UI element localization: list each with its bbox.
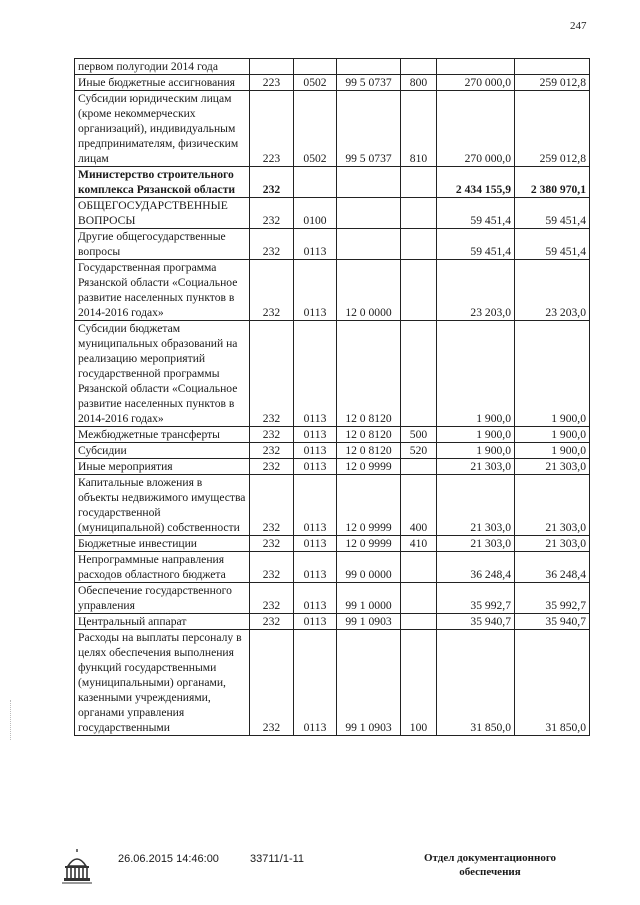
cell-name: первом полугодии 2014 года <box>75 59 250 75</box>
table-row <box>75 630 590 736</box>
cell-csr: 99 5 0737 <box>337 91 401 167</box>
cell-vr: 400 <box>401 475 437 536</box>
cell-rz <box>294 59 337 75</box>
cell-rz: 0113 <box>294 229 337 260</box>
cell-csr: 99 1 0903 <box>337 630 401 736</box>
cell-amount-actual: 21 303,0 <box>515 536 590 552</box>
cell-amount-plan: 35 992,7 <box>437 583 515 614</box>
cell-amount-actual: 259 012,8 <box>515 75 590 91</box>
cell-csr <box>337 229 401 260</box>
cell-csr: 12 0 9999 <box>337 475 401 536</box>
cell-csr <box>337 167 401 198</box>
table-row <box>75 59 590 75</box>
cell-vr <box>401 260 437 321</box>
cell-amount-actual: 21 303,0 <box>515 459 590 475</box>
cell-vr: 800 <box>401 75 437 91</box>
table-row <box>75 583 590 614</box>
cell-amount-actual: 31 850,0 <box>515 630 590 736</box>
cell-amount-plan: 1 900,0 <box>437 443 515 459</box>
cell-ved: 232 <box>250 475 294 536</box>
footer-timestamp: 26.06.2015 14:46:00 <box>118 853 219 865</box>
table-row <box>75 459 590 475</box>
cell-amount-plan: 1 900,0 <box>437 321 515 427</box>
cell-amount-actual: 35 992,7 <box>515 583 590 614</box>
cell-rz: 0113 <box>294 260 337 321</box>
cell-name: Субсидии бюджетам муниципальных образований на реализацию мероприятий государственной программы Рязанской области «Социальное развитие населенных пунктов в 2014-2016 годах» <box>75 321 250 427</box>
cell-amount-actual: 59 451,4 <box>515 229 590 260</box>
cell-vr <box>401 321 437 427</box>
footer-document-code: 33711/1-11 <box>250 853 305 865</box>
cell-name: ОБЩЕГОСУДАРСТВЕННЫЕ ВОПРОСЫ <box>75 198 250 229</box>
cell-rz: 0113 <box>294 614 337 630</box>
table-row <box>75 167 590 198</box>
cell-vr: 500 <box>401 427 437 443</box>
cell-ved: 232 <box>250 260 294 321</box>
cell-vr: 810 <box>401 91 437 167</box>
cell-rz: 0502 <box>294 91 337 167</box>
cell-rz: 0113 <box>294 475 337 536</box>
table-row <box>75 75 590 91</box>
cell-name: Центральный аппарат <box>75 614 250 630</box>
cell-name: Бюджетные инвестиции <box>75 536 250 552</box>
cell-amount-plan: 59 451,4 <box>437 229 515 260</box>
cell-ved: 232 <box>250 459 294 475</box>
cell-rz: 0113 <box>294 443 337 459</box>
table-row <box>75 260 590 321</box>
cell-amount-plan: 31 850,0 <box>437 630 515 736</box>
table-row <box>75 536 590 552</box>
page-number: 247 <box>570 20 587 32</box>
cell-amount-actual: 2 380 970,1 <box>515 167 590 198</box>
table-row <box>75 198 590 229</box>
cell-amount-actual: 59 451,4 <box>515 198 590 229</box>
margin-mark <box>10 700 12 740</box>
cell-ved: 232 <box>250 536 294 552</box>
cell-vr <box>401 583 437 614</box>
cell-csr: 12 0 9999 <box>337 536 401 552</box>
cell-csr: 99 5 0737 <box>337 75 401 91</box>
budget-table <box>74 58 590 736</box>
cell-amount-plan: 21 303,0 <box>437 459 515 475</box>
cell-amount-actual: 21 303,0 <box>515 475 590 536</box>
cell-amount-actual: 259 012,8 <box>515 91 590 167</box>
cell-csr: 99 1 0000 <box>337 583 401 614</box>
cell-amount-plan: 2 434 155,9 <box>437 167 515 198</box>
cell-name: Субсидии юридическим лицам (кроме некоммерческих организаций), индивидуальным предпринимателям, физическим лицам <box>75 91 250 167</box>
cell-vr <box>401 459 437 475</box>
cell-amount-plan: 21 303,0 <box>437 536 515 552</box>
cell-csr: 99 0 0000 <box>337 552 401 583</box>
cell-rz: 0113 <box>294 630 337 736</box>
cell-ved: 232 <box>250 552 294 583</box>
cell-ved: 232 <box>250 167 294 198</box>
cell-ved: 223 <box>250 91 294 167</box>
cell-name: Капитальные вложения в объекты недвижимого имущества государственной (муниципальной) собственности <box>75 475 250 536</box>
duma-logo-icon <box>60 848 94 884</box>
cell-vr <box>401 614 437 630</box>
cell-amount-actual: 1 900,0 <box>515 443 590 459</box>
cell-csr <box>337 59 401 75</box>
footer-department-line2: обеспечения <box>459 866 521 878</box>
cell-amount-actual <box>515 59 590 75</box>
table-row <box>75 229 590 260</box>
cell-name: Непрограммные направления расходов областного бюджета <box>75 552 250 583</box>
cell-amount-actual: 23 203,0 <box>515 260 590 321</box>
cell-name: Министерство строительного комплекса Рязанской области <box>75 167 250 198</box>
table-row <box>75 552 590 583</box>
cell-ved: 232 <box>250 427 294 443</box>
cell-rz: 0113 <box>294 536 337 552</box>
cell-vr <box>401 198 437 229</box>
cell-vr: 410 <box>401 536 437 552</box>
cell-ved: 232 <box>250 443 294 459</box>
cell-name: Расходы на выплаты персоналу в целях обеспечения выполнения функций государственными (муниципальными) органами, казенными учреждениями, органами управления государственными <box>75 630 250 736</box>
cell-ved: 232 <box>250 198 294 229</box>
table-row <box>75 91 590 167</box>
cell-amount-actual: 35 940,7 <box>515 614 590 630</box>
table-row <box>75 321 590 427</box>
cell-amount-plan: 23 203,0 <box>437 260 515 321</box>
cell-name: Обеспечение государственного управления <box>75 583 250 614</box>
cell-amount-plan: 59 451,4 <box>437 198 515 229</box>
cell-vr <box>401 552 437 583</box>
table-row <box>75 443 590 459</box>
cell-csr: 12 0 0000 <box>337 260 401 321</box>
cell-rz <box>294 167 337 198</box>
cell-name: Межбюджетные трансферты <box>75 427 250 443</box>
cell-amount-plan <box>437 59 515 75</box>
cell-amount-plan: 270 000,0 <box>437 91 515 167</box>
cell-ved: 232 <box>250 321 294 427</box>
cell-amount-actual: 1 900,0 <box>515 427 590 443</box>
cell-name: Субсидии <box>75 443 250 459</box>
cell-name: Государственная программа Рязанской области «Социальное развитие населенных пунктов в 2014-2016 годах» <box>75 260 250 321</box>
footer-department-line1: Отдел документационного <box>423 852 557 864</box>
cell-rz: 0113 <box>294 427 337 443</box>
cell-ved: 223 <box>250 75 294 91</box>
cell-ved <box>250 59 294 75</box>
cell-ved: 232 <box>250 630 294 736</box>
cell-amount-plan: 36 248,4 <box>437 552 515 583</box>
footer-department <box>410 851 570 879</box>
cell-rz: 0113 <box>294 321 337 427</box>
cell-name: Иные бюджетные ассигнования <box>75 75 250 91</box>
cell-csr: 12 0 8120 <box>337 321 401 427</box>
cell-ved: 232 <box>250 614 294 630</box>
table-row <box>75 475 590 536</box>
table-row <box>75 614 590 630</box>
cell-csr: 12 0 9999 <box>337 459 401 475</box>
cell-ved: 232 <box>250 583 294 614</box>
cell-vr: 100 <box>401 630 437 736</box>
cell-amount-actual: 36 248,4 <box>515 552 590 583</box>
cell-vr <box>401 59 437 75</box>
cell-csr: 12 0 8120 <box>337 443 401 459</box>
cell-rz: 0113 <box>294 583 337 614</box>
cell-vr <box>401 229 437 260</box>
cell-vr <box>401 167 437 198</box>
cell-name: Иные мероприятия <box>75 459 250 475</box>
cell-ved: 232 <box>250 229 294 260</box>
cell-rz: 0113 <box>294 459 337 475</box>
cell-csr: 99 1 0903 <box>337 614 401 630</box>
table-row <box>75 427 590 443</box>
cell-amount-plan: 1 900,0 <box>437 427 515 443</box>
cell-amount-plan: 35 940,7 <box>437 614 515 630</box>
cell-rz: 0113 <box>294 552 337 583</box>
cell-name: Другие общегосударственные вопросы <box>75 229 250 260</box>
cell-csr: 12 0 8120 <box>337 427 401 443</box>
cell-vr: 520 <box>401 443 437 459</box>
cell-amount-plan: 270 000,0 <box>437 75 515 91</box>
cell-rz: 0502 <box>294 75 337 91</box>
cell-amount-actual: 1 900,0 <box>515 321 590 427</box>
cell-csr <box>337 198 401 229</box>
cell-rz: 0100 <box>294 198 337 229</box>
cell-amount-plan: 21 303,0 <box>437 475 515 536</box>
